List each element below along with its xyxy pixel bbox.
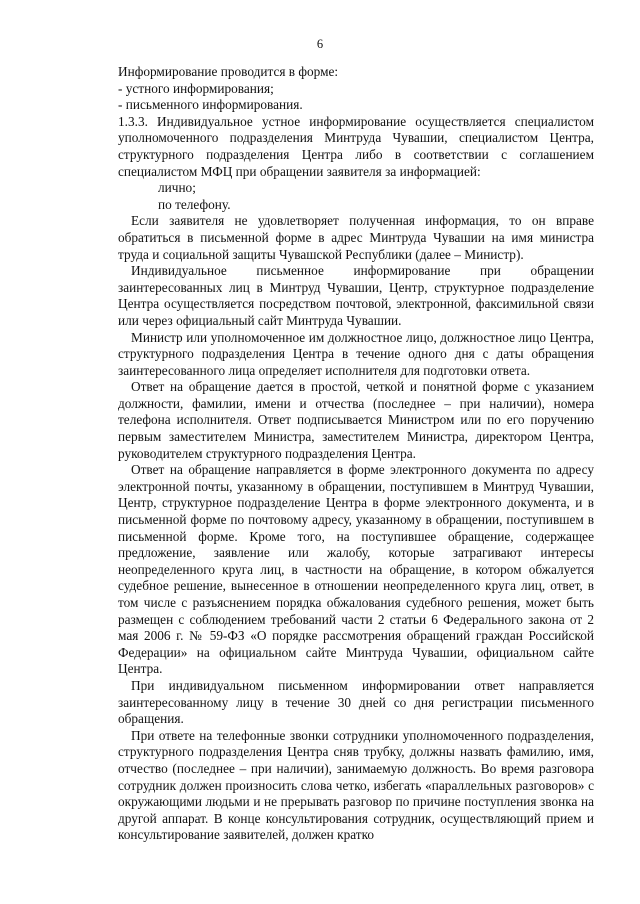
list-item-by-phone: по телефону. [158,196,231,212]
paragraph-answer-delivery: Ответ на обращение направляется в форме электронного документа по адресу электронной почты, указанному в обращении, поступившем в Минтруд Чувашии, Центр, структурное подразделение Центра в форме электронного документа, и в письменной форме по почтовому адресу, указанному в обращении, поступившем в письменной форме. Кроме того, на поступившее обращение, содержащее предложение, заявление или жалобу, которые затрагивают интересы неопределенного круга лиц, в частности на обращение, в котором обжалуется судебное решение, вынесенное в отношении неопределенного круга лиц, ответ, в том числе с разъяснением порядка обжалования судебного решения, может быть размещен с соблюдением требований части 2 статьи 6 Федерального закона от 2 мая 2006 г. № 59-ФЗ «О порядке рассмотрения обращений граждан Российской Федерации» на официальном сайте Минтруда Чувашии, официальном сайте Центра. [118,462,594,677]
paragraph-written-info: Индивидуальное письменное информирование при обращении заинтересованных лиц в Минтруд Чувашии, Центр, структурное подразделение Центра осуществляется посредством почтовой, электронной, факсимильной связи или через официальный сайт Минтруда Чувашии. [118,263,594,328]
page-number: 6 [316,37,324,51]
paragraph-dissatisfied: Если заявителя не удовлетворяет полученная информация, то он вправе обратиться в письменной форме в адрес Минтруда Чувашии на имя министра труда и социальной защиты Чувашской Республики (далее – Министр). [118,213,594,262]
paragraph-answer-form: Ответ на обращение дается в простой, четкой и понятной форме с указанием должности, фамилии, имени и отчества (последнее – при наличии), номера телефона исполнителя. Ответ подписывается Министром или по его поручению первым заместителем Министра, заместителем Министра, директором Центра, руководителем структурного подразделения Центра. [118,379,594,461]
list-item-oral: - устного информирования; [118,80,274,96]
list-item-written: - письменного информирования. [118,97,303,113]
paragraph-info-forms: Информирование проводится в форме: [118,64,339,79]
paragraph-minister-assigns: Министр или уполномоченное им должностное лицо, должностное лицо Центра, структурного подразделения Центра в течение одного дня с даты обращения заинтересованного лица определяет исполнителя для подготовки ответа. [118,329,594,378]
paragraph-30-days: При индивидуальном письменном информировании ответ направляется заинтересованному лицу в течение 30 дней со дня регистрации письменного обращения. [118,677,594,727]
list-item-in-person: лично; [158,180,196,196]
paragraph-1-3-3: 1.3.3. Индивидуальное устное информирование осуществляется специалистом уполномоченного подразделения Минтруда Чувашии, специалистом Центра, структурного подразделения Центра либо в соответствии с соглашением специалистом МФЦ при обращении заявителя за информацией: [118,113,594,179]
paragraph-phone-calls: При ответе на телефонные звонки сотрудники уполномоченного подразделения, структурного подразделения Центра сняв трубку, должны назвать фамилию, имя, отчество (последнее – при наличии), занимаемую должность. Во время разговора сотрудник должен произносить слова четко, избегать «параллельных разговоров» с окружающими людьми и не прерывать разговор по причине поступления звонка на другой аппарат. В конце консультирования сотрудник, осуществляющий прием и консультирование заявителей, должен кратко [118,727,594,843]
